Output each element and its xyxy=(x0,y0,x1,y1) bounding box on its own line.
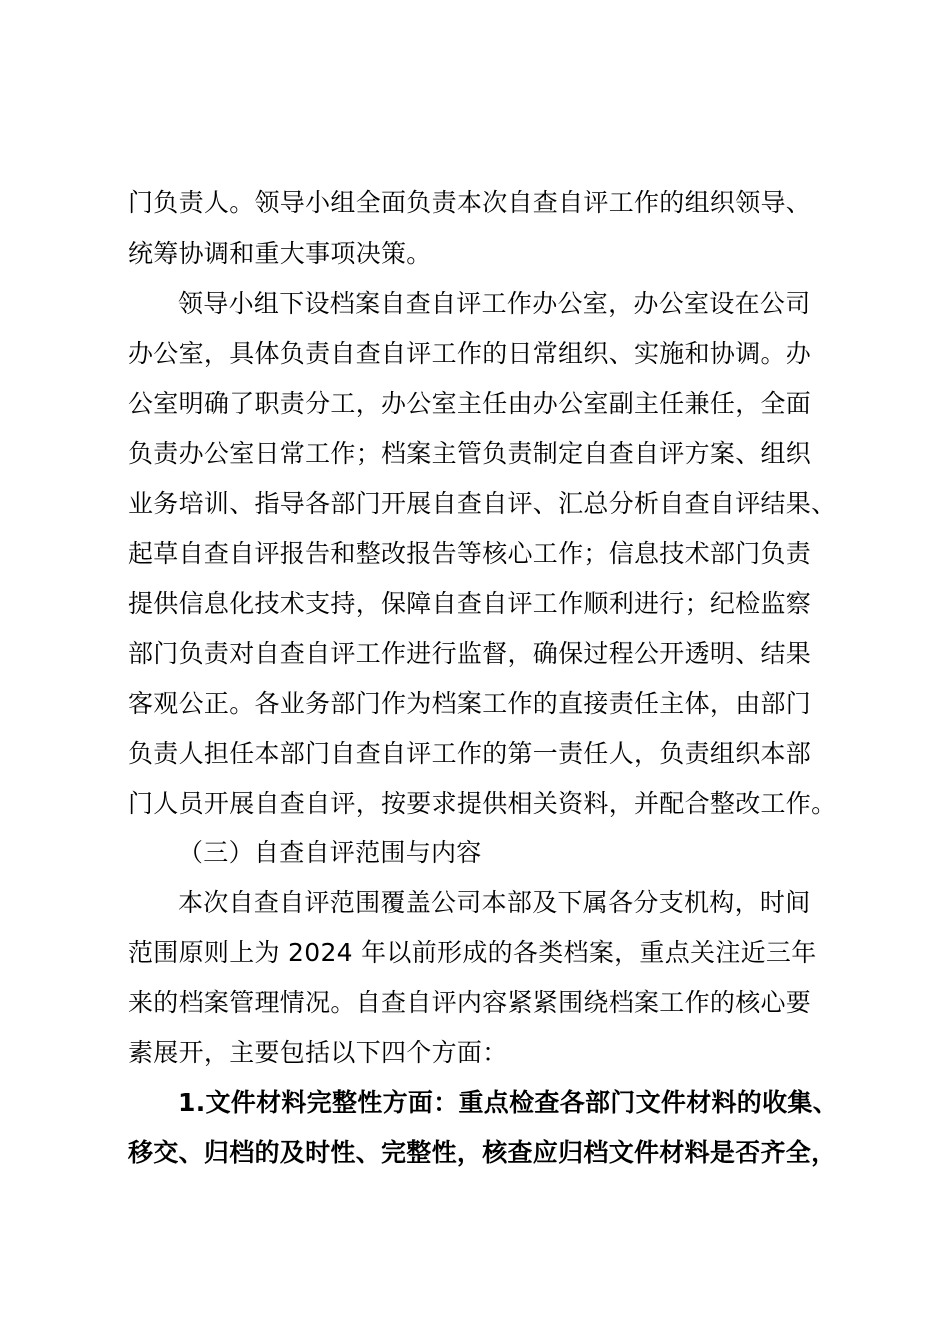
bold-item-line: 1.文件材料完整性方面：重点检查各部门文件材料的收集、 xyxy=(178,1088,838,1117)
text-line: 统筹协调和重大事项决策。 xyxy=(128,239,432,268)
paragraph-start-line: 本次自查自评范围覆盖公司本部及下属各分支机构，时间 xyxy=(178,888,811,917)
bold-item-line: 移交、归档的及时性、完整性，核查应归档文件材料是否齐全， xyxy=(128,1138,837,1167)
text-line: 来的档案管理情况。自查自评内容紧紧围绕档案工作的核心要 xyxy=(128,988,812,1017)
text-line: 门人员开展自查自评，按要求提供相关资料，并配合整改工作。 xyxy=(128,789,837,818)
text-line: 范围原则上为 2024 年以前形成的各类档案，重点关注近三年 xyxy=(128,938,817,967)
text-line: 公室明确了职责分工，办公室主任由办公室副主任兼任，全面 xyxy=(128,389,812,418)
text-line: 业务培训、指导各部门开展自查自评、汇总分析自查自评结果、 xyxy=(128,489,837,518)
text-line: 负责办公室日常工作；档案主管负责制定自查自评方案、组织 xyxy=(128,439,812,468)
text-line: 提供信息化技术支持，保障自查自评工作顺利进行；纪检监察 xyxy=(128,589,812,618)
text-line: 客观公正。各业务部门作为档案工作的直接责任主体，由部门 xyxy=(128,689,812,718)
text-line: 门负责人。领导小组全面负责本次自查自评工作的组织领导、 xyxy=(128,188,812,217)
paragraph-start-line: 领导小组下设档案自查自评工作办公室，办公室设在公司 xyxy=(178,289,811,318)
text-line: 素展开，主要包括以下四个方面： xyxy=(128,1038,508,1067)
text-line: 负责人担任本部门自查自评工作的第一责任人，负责组织本部 xyxy=(128,739,812,768)
text-line: 起草自查自评报告和整改报告等核心工作；信息技术部门负责 xyxy=(128,539,812,568)
text-line: 部门负责对自查自评工作进行监督，确保过程公开透明、结果 xyxy=(128,639,812,668)
text-line: 办公室，具体负责自查自评工作的日常组织、实施和协调。办 xyxy=(128,339,812,368)
section-heading: （三）自查自评范围与内容 xyxy=(178,838,482,867)
